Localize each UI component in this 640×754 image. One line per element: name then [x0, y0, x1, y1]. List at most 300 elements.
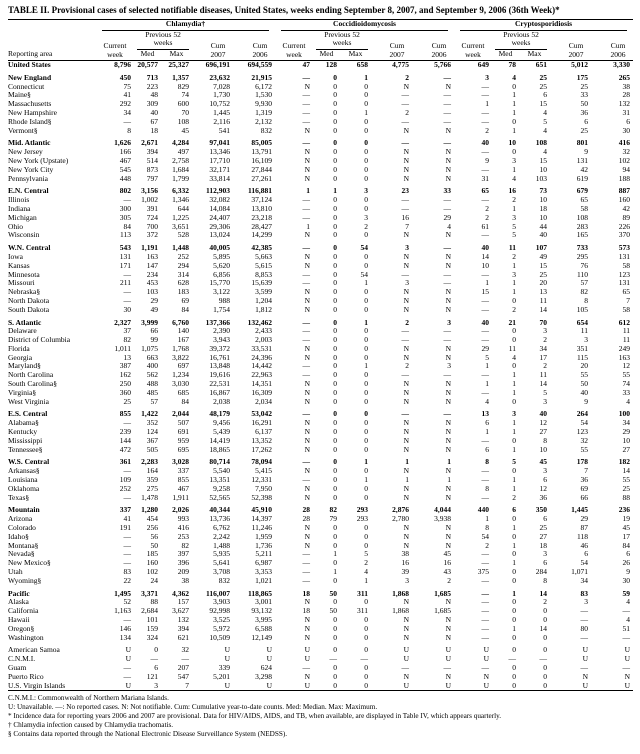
- footnotes: [8, 694, 632, 738]
- value-cell: 6: [485, 445, 490, 454]
- value-cell: 171: [119, 261, 131, 270]
- value-cell: —: [443, 371, 452, 380]
- value-cell: N: [445, 633, 452, 642]
- value-cell: N: [403, 148, 410, 157]
- value-cell: U: [266, 655, 273, 664]
- value-cell: 102: [146, 568, 158, 577]
- max-header: Max: [527, 49, 542, 59]
- value-cell: —: [401, 100, 410, 109]
- value-cell: —: [443, 73, 452, 82]
- value-cell: 55: [622, 371, 631, 380]
- value-cell: —: [481, 476, 490, 485]
- value-cell: 57: [150, 397, 158, 406]
- table-row: [8, 187, 633, 196]
- value-cell: 2,044: [172, 410, 189, 419]
- value-cell: —: [622, 633, 631, 642]
- value-cell: 84: [181, 305, 189, 314]
- value-cell: U: [624, 681, 631, 690]
- value-cell: N: [445, 174, 452, 183]
- value-cell: 36: [580, 476, 589, 485]
- value-cell: 55: [580, 371, 589, 380]
- table-row: [8, 271, 633, 280]
- area-cell: New York (Upstate): [8, 156, 69, 165]
- value-cell: 802: [119, 187, 131, 196]
- value-cell: 9: [485, 156, 490, 165]
- value-cell: 58: [622, 261, 631, 270]
- value-cell: —: [302, 108, 311, 117]
- value-cell: 11: [622, 336, 631, 345]
- value-cell: —: [302, 336, 311, 345]
- value-cell: 1: [512, 380, 517, 389]
- value-cell: 8,853: [255, 270, 273, 279]
- value-cell: 4,044: [434, 506, 452, 515]
- value-cell: 14: [539, 589, 548, 598]
- value-cell: 80: [580, 624, 589, 633]
- area-cell: Missouri: [8, 279, 35, 288]
- value-cell: N: [445, 397, 452, 406]
- value-cell: 0: [333, 436, 338, 445]
- table-row: [8, 506, 633, 515]
- value-cell: 3,330: [613, 60, 631, 69]
- value-cell: —: [401, 327, 410, 336]
- max-header: Max: [169, 49, 184, 59]
- value-cell: N: [445, 532, 452, 541]
- value-cell: 39,372: [209, 344, 230, 353]
- value-cell: —: [302, 91, 311, 100]
- value-cell: 265: [618, 73, 631, 82]
- value-cell: N: [445, 484, 452, 493]
- value-cell: 3,943: [213, 336, 230, 345]
- value-cell: 275: [146, 484, 158, 493]
- value-cell: 29: [150, 296, 158, 305]
- value-cell: 6: [543, 515, 548, 524]
- value-cell: 644: [177, 204, 189, 213]
- value-cell: 42: [580, 165, 589, 174]
- value-cell: 0: [364, 410, 369, 419]
- value-cell: —: [302, 279, 311, 288]
- value-cell: 78: [508, 60, 517, 69]
- value-cell: 416: [618, 139, 631, 148]
- value-cell: 1,422: [141, 410, 158, 419]
- value-cell: 1,075: [141, 344, 158, 353]
- value-cell: 612: [618, 318, 631, 327]
- value-cell: 6,332: [172, 187, 189, 196]
- value-cell: 0: [543, 607, 548, 616]
- value-cell: 0: [512, 550, 517, 559]
- value-cell: 28,427: [251, 222, 273, 231]
- value-cell: 3: [364, 187, 369, 196]
- value-cell: 132: [177, 616, 189, 624]
- area-cell: Alaska: [8, 598, 29, 607]
- area-cell: Oklahoma: [8, 484, 40, 493]
- value-cell: 18,865: [209, 445, 230, 454]
- value-cell: 0: [333, 598, 338, 607]
- value-cell: —: [481, 663, 490, 672]
- value-cell: 234: [146, 270, 158, 279]
- value-cell: N: [304, 252, 311, 261]
- table-row: [8, 231, 633, 240]
- value-cell: —: [302, 576, 311, 585]
- area-cell: United States: [8, 60, 51, 69]
- value-cell: 397: [177, 550, 189, 559]
- value-cell: 40: [481, 318, 490, 327]
- value-cell: 29: [580, 515, 589, 524]
- value-cell: N: [304, 388, 311, 397]
- value-cell: 547: [177, 672, 189, 681]
- value-cell: 207: [177, 663, 189, 672]
- area-cell: Colorado: [8, 524, 36, 533]
- value-cell: 1: [364, 476, 369, 485]
- current-week-header: Current week: [103, 41, 127, 60]
- area-cell: New York City: [8, 165, 54, 174]
- value-cell: —: [481, 270, 490, 279]
- value-cell: 350: [535, 506, 548, 515]
- value-cell: 50: [580, 100, 589, 109]
- value-cell: 3: [584, 336, 589, 345]
- value-cell: 4: [512, 353, 517, 362]
- area-cell: E.N. Central: [8, 187, 49, 196]
- value-cell: 5,439: [213, 428, 230, 437]
- table-row: [8, 467, 633, 476]
- value-cell: 37,124: [251, 196, 273, 205]
- table-row: [8, 568, 633, 577]
- value-cell: N: [403, 633, 410, 642]
- value-cell: 101: [146, 616, 158, 624]
- value-cell: U: [125, 655, 131, 664]
- value-cell: 294: [177, 261, 189, 270]
- current-week-header: Current week: [282, 41, 306, 60]
- value-cell: 541: [218, 126, 230, 135]
- value-cell: 11,246: [251, 524, 273, 533]
- value-cell: 0: [333, 91, 338, 100]
- value-cell: 45: [622, 524, 631, 533]
- value-cell: N: [445, 156, 452, 165]
- value-cell: 311: [357, 589, 369, 598]
- value-cell: N: [445, 436, 452, 445]
- value-cell: 0: [364, 467, 369, 476]
- value-cell: 0: [364, 541, 369, 550]
- value-cell: 34: [622, 419, 631, 428]
- value-cell: 43: [443, 568, 452, 577]
- table-row: [8, 118, 633, 127]
- value-cell: 391: [146, 204, 158, 213]
- value-cell: 79: [329, 515, 338, 524]
- value-cell: 0: [333, 318, 338, 327]
- value-cell: N: [304, 532, 311, 541]
- value-cell: 2: [485, 204, 490, 213]
- value-cell: 621: [177, 633, 189, 642]
- value-cell: 3,599: [255, 288, 273, 297]
- table-row: [8, 428, 633, 437]
- value-cell: 123: [618, 270, 631, 279]
- value-cell: 42: [622, 204, 631, 213]
- value-cell: 1,754: [213, 305, 230, 314]
- value-cell: 9,258: [213, 484, 230, 493]
- med-header: Med: [498, 49, 513, 59]
- table-row: [8, 550, 633, 559]
- table-row: [8, 214, 633, 223]
- value-cell: 628: [177, 279, 189, 288]
- value-cell: N: [624, 672, 631, 681]
- value-cell: U: [125, 646, 131, 655]
- value-cell: 0: [543, 646, 548, 655]
- value-cell: 11: [539, 371, 548, 380]
- value-cell: 0: [364, 419, 369, 428]
- value-cell: 651: [535, 60, 548, 69]
- value-cell: 102: [618, 156, 631, 165]
- table-row: [8, 262, 633, 271]
- value-cell: 6: [626, 550, 631, 559]
- value-cell: 58: [580, 204, 589, 213]
- value-cell: 48,179: [209, 410, 230, 419]
- table-row: [8, 157, 633, 166]
- value-cell: 252: [177, 252, 189, 261]
- value-cell: 0: [333, 410, 338, 419]
- value-cell: 0: [364, 165, 369, 174]
- value-cell: 600: [177, 100, 189, 109]
- value-cell: 562: [146, 371, 158, 380]
- value-cell: N: [304, 126, 311, 135]
- value-cell: 84: [622, 541, 631, 550]
- table-header: [8, 19, 633, 60]
- value-cell: 18: [539, 541, 548, 550]
- value-cell: —: [443, 279, 452, 288]
- value-cell: 55: [622, 476, 631, 485]
- value-cell: 1,191: [141, 244, 158, 253]
- value-cell: 1: [364, 318, 369, 327]
- value-cell: 292: [119, 100, 131, 109]
- value-cell: 3: [543, 397, 548, 406]
- value-cell: 34: [123, 108, 131, 117]
- value-cell: —: [401, 91, 410, 100]
- footnote: § Contains data reported through the National Electronic Disease Surveillance System (NEDSS).: [8, 729, 288, 738]
- area-cell: C.N.M.I.: [8, 655, 36, 664]
- value-cell: 4: [512, 73, 517, 82]
- value-cell: 1: [512, 476, 517, 485]
- table-row: [8, 91, 633, 100]
- value-cell: 0: [364, 532, 369, 541]
- value-cell: 69: [580, 484, 589, 493]
- value-cell: 2: [405, 108, 410, 117]
- value-cell: —: [443, 108, 452, 117]
- value-cell: 160: [146, 559, 158, 568]
- value-cell: 4: [543, 108, 548, 117]
- value-cell: —: [150, 655, 158, 664]
- value-cell: 44: [539, 222, 548, 231]
- value-cell: 48: [150, 91, 158, 100]
- table-row: [8, 362, 633, 371]
- value-cell: 0: [333, 616, 338, 624]
- value-cell: 4: [447, 222, 452, 231]
- value-cell: 29: [443, 213, 452, 222]
- value-cell: 361: [119, 458, 131, 467]
- value-cell: 84: [181, 397, 189, 406]
- value-cell: 16,867: [209, 388, 230, 397]
- value-cell: 69: [181, 296, 189, 305]
- value-cell: 8: [485, 524, 490, 533]
- value-cell: 30: [622, 126, 631, 135]
- value-cell: 27,844: [251, 165, 273, 174]
- value-cell: 801: [576, 139, 589, 148]
- area-cell: New Jersey: [8, 148, 43, 157]
- value-cell: 20,577: [137, 60, 158, 69]
- value-cell: N: [403, 252, 410, 261]
- value-cell: 100: [618, 410, 631, 419]
- table-row: [8, 389, 633, 398]
- table-row: [8, 166, 633, 175]
- value-cell: 40,005: [209, 244, 230, 253]
- value-cell: 38: [622, 82, 631, 91]
- value-cell: 13: [539, 288, 548, 297]
- value-cell: 0: [364, 397, 369, 406]
- value-cell: 211: [120, 279, 131, 288]
- value-cell: 0: [333, 524, 338, 533]
- value-cell: N: [304, 467, 311, 476]
- value-cell: 10: [622, 436, 631, 445]
- value-cell: 40: [539, 231, 548, 240]
- value-cell: 12: [539, 484, 548, 493]
- value-cell: 123: [576, 428, 589, 437]
- value-cell: 41: [123, 91, 131, 100]
- value-cell: 116,881: [248, 187, 273, 196]
- value-cell: 59: [622, 589, 631, 598]
- page-title: TABLE II. Provisional cases of selected notifiable diseases, United States, weeks ending September 8, 2007, and September 9, 2006 (36th Week)*: [8, 5, 560, 15]
- value-cell: 118,865: [248, 589, 273, 598]
- value-cell: 4: [364, 568, 369, 577]
- value-cell: 53,042: [251, 410, 273, 419]
- table-row: [8, 60, 633, 69]
- value-cell: 30: [123, 305, 131, 314]
- value-cell: 0: [364, 100, 369, 109]
- value-cell: N: [304, 672, 311, 681]
- value-cell: N: [445, 541, 452, 550]
- value-cell: N: [403, 305, 410, 314]
- value-cell: 25: [539, 82, 548, 91]
- value-cell: 61: [481, 222, 490, 231]
- value-cell: 305: [119, 213, 131, 222]
- previous-52-weeks-header: Previous 52 weeks: [134, 31, 192, 51]
- value-cell: 1: [364, 576, 369, 585]
- value-cell: 24,407: [209, 213, 230, 222]
- value-cell: —: [580, 633, 589, 642]
- value-cell: 0: [512, 397, 517, 406]
- value-cell: —: [123, 296, 131, 305]
- value-cell: 1,685: [434, 607, 452, 616]
- value-cell: 82: [580, 288, 589, 297]
- value-cell: 1: [512, 279, 517, 288]
- value-cell: —: [481, 91, 490, 100]
- value-cell: 32: [622, 148, 631, 157]
- area-cell: Hawaii: [8, 616, 30, 624]
- value-cell: U: [224, 655, 230, 664]
- value-cell: —: [481, 165, 490, 174]
- value-cell: 283: [576, 222, 589, 231]
- value-cell: —: [123, 550, 131, 559]
- area-cell: Maine§: [8, 91, 31, 100]
- value-cell: 0: [512, 296, 517, 305]
- value-cell: 6: [543, 559, 548, 568]
- value-cell: 27: [622, 445, 631, 454]
- value-cell: 7: [584, 467, 589, 476]
- value-cell: 188: [618, 174, 631, 183]
- value-cell: 84: [123, 222, 131, 231]
- value-cell: N: [445, 344, 452, 353]
- value-cell: 0: [364, 371, 369, 380]
- value-cell: —: [443, 663, 452, 672]
- value-cell: 25: [539, 524, 548, 533]
- value-cell: 0: [333, 117, 338, 126]
- value-cell: U: [403, 646, 410, 655]
- value-cell: N: [445, 493, 452, 502]
- area-cell: Florida: [8, 344, 30, 353]
- cum-2006-header: Cum 2006: [252, 41, 268, 60]
- value-cell: 0: [333, 467, 338, 476]
- value-cell: N: [403, 541, 410, 550]
- area-cell: South Carolina§: [8, 380, 57, 389]
- value-cell: U: [445, 655, 452, 664]
- value-cell: —: [580, 607, 589, 616]
- value-cell: 1,319: [255, 108, 273, 117]
- value-cell: 1: [512, 261, 517, 270]
- value-cell: 11: [508, 244, 517, 253]
- value-cell: N: [445, 261, 452, 270]
- area-cell: South Dakota: [8, 305, 50, 314]
- table-row: [8, 515, 633, 524]
- value-cell: U: [624, 655, 631, 664]
- value-cell: —: [302, 458, 311, 467]
- value-cell: 0: [364, 353, 369, 362]
- value-cell: —: [481, 148, 490, 157]
- value-cell: 2: [364, 222, 369, 231]
- table-row: [8, 306, 633, 315]
- value-cell: 832: [218, 576, 230, 585]
- value-cell: 0: [333, 244, 338, 253]
- value-cell: U: [624, 646, 631, 655]
- table-row: [8, 590, 633, 599]
- value-cell: —: [401, 336, 410, 345]
- value-cell: 5: [512, 222, 517, 231]
- value-cell: 1: [364, 458, 369, 467]
- value-cell: N: [304, 541, 311, 550]
- table-row: [8, 244, 633, 253]
- value-cell: —: [443, 91, 452, 100]
- max-header: Max: [348, 49, 363, 59]
- value-cell: 131: [119, 252, 131, 261]
- value-cell: N: [403, 532, 410, 541]
- value-cell: 2: [485, 126, 490, 135]
- value-cell: 0: [364, 672, 369, 681]
- value-cell: 8,796: [114, 60, 131, 69]
- value-cell: 1: [512, 428, 517, 437]
- table-row: [8, 559, 633, 568]
- value-cell: 159: [146, 624, 158, 633]
- value-cell: 1: [512, 126, 517, 135]
- value-cell: 131: [618, 279, 631, 288]
- value-cell: 6: [485, 419, 490, 428]
- value-cell: 8: [127, 126, 131, 135]
- value-cell: 15: [539, 261, 548, 270]
- value-cell: 0: [364, 633, 369, 642]
- value-cell: —: [481, 117, 490, 126]
- area-cell: Utah: [8, 568, 23, 577]
- value-cell: 146: [119, 624, 131, 633]
- value-cell: 0: [512, 82, 517, 91]
- value-cell: 624: [260, 663, 273, 672]
- value-cell: 5: [485, 353, 490, 362]
- value-cell: 1: [512, 484, 517, 493]
- value-cell: 0: [333, 576, 338, 585]
- value-cell: 1: [405, 476, 410, 485]
